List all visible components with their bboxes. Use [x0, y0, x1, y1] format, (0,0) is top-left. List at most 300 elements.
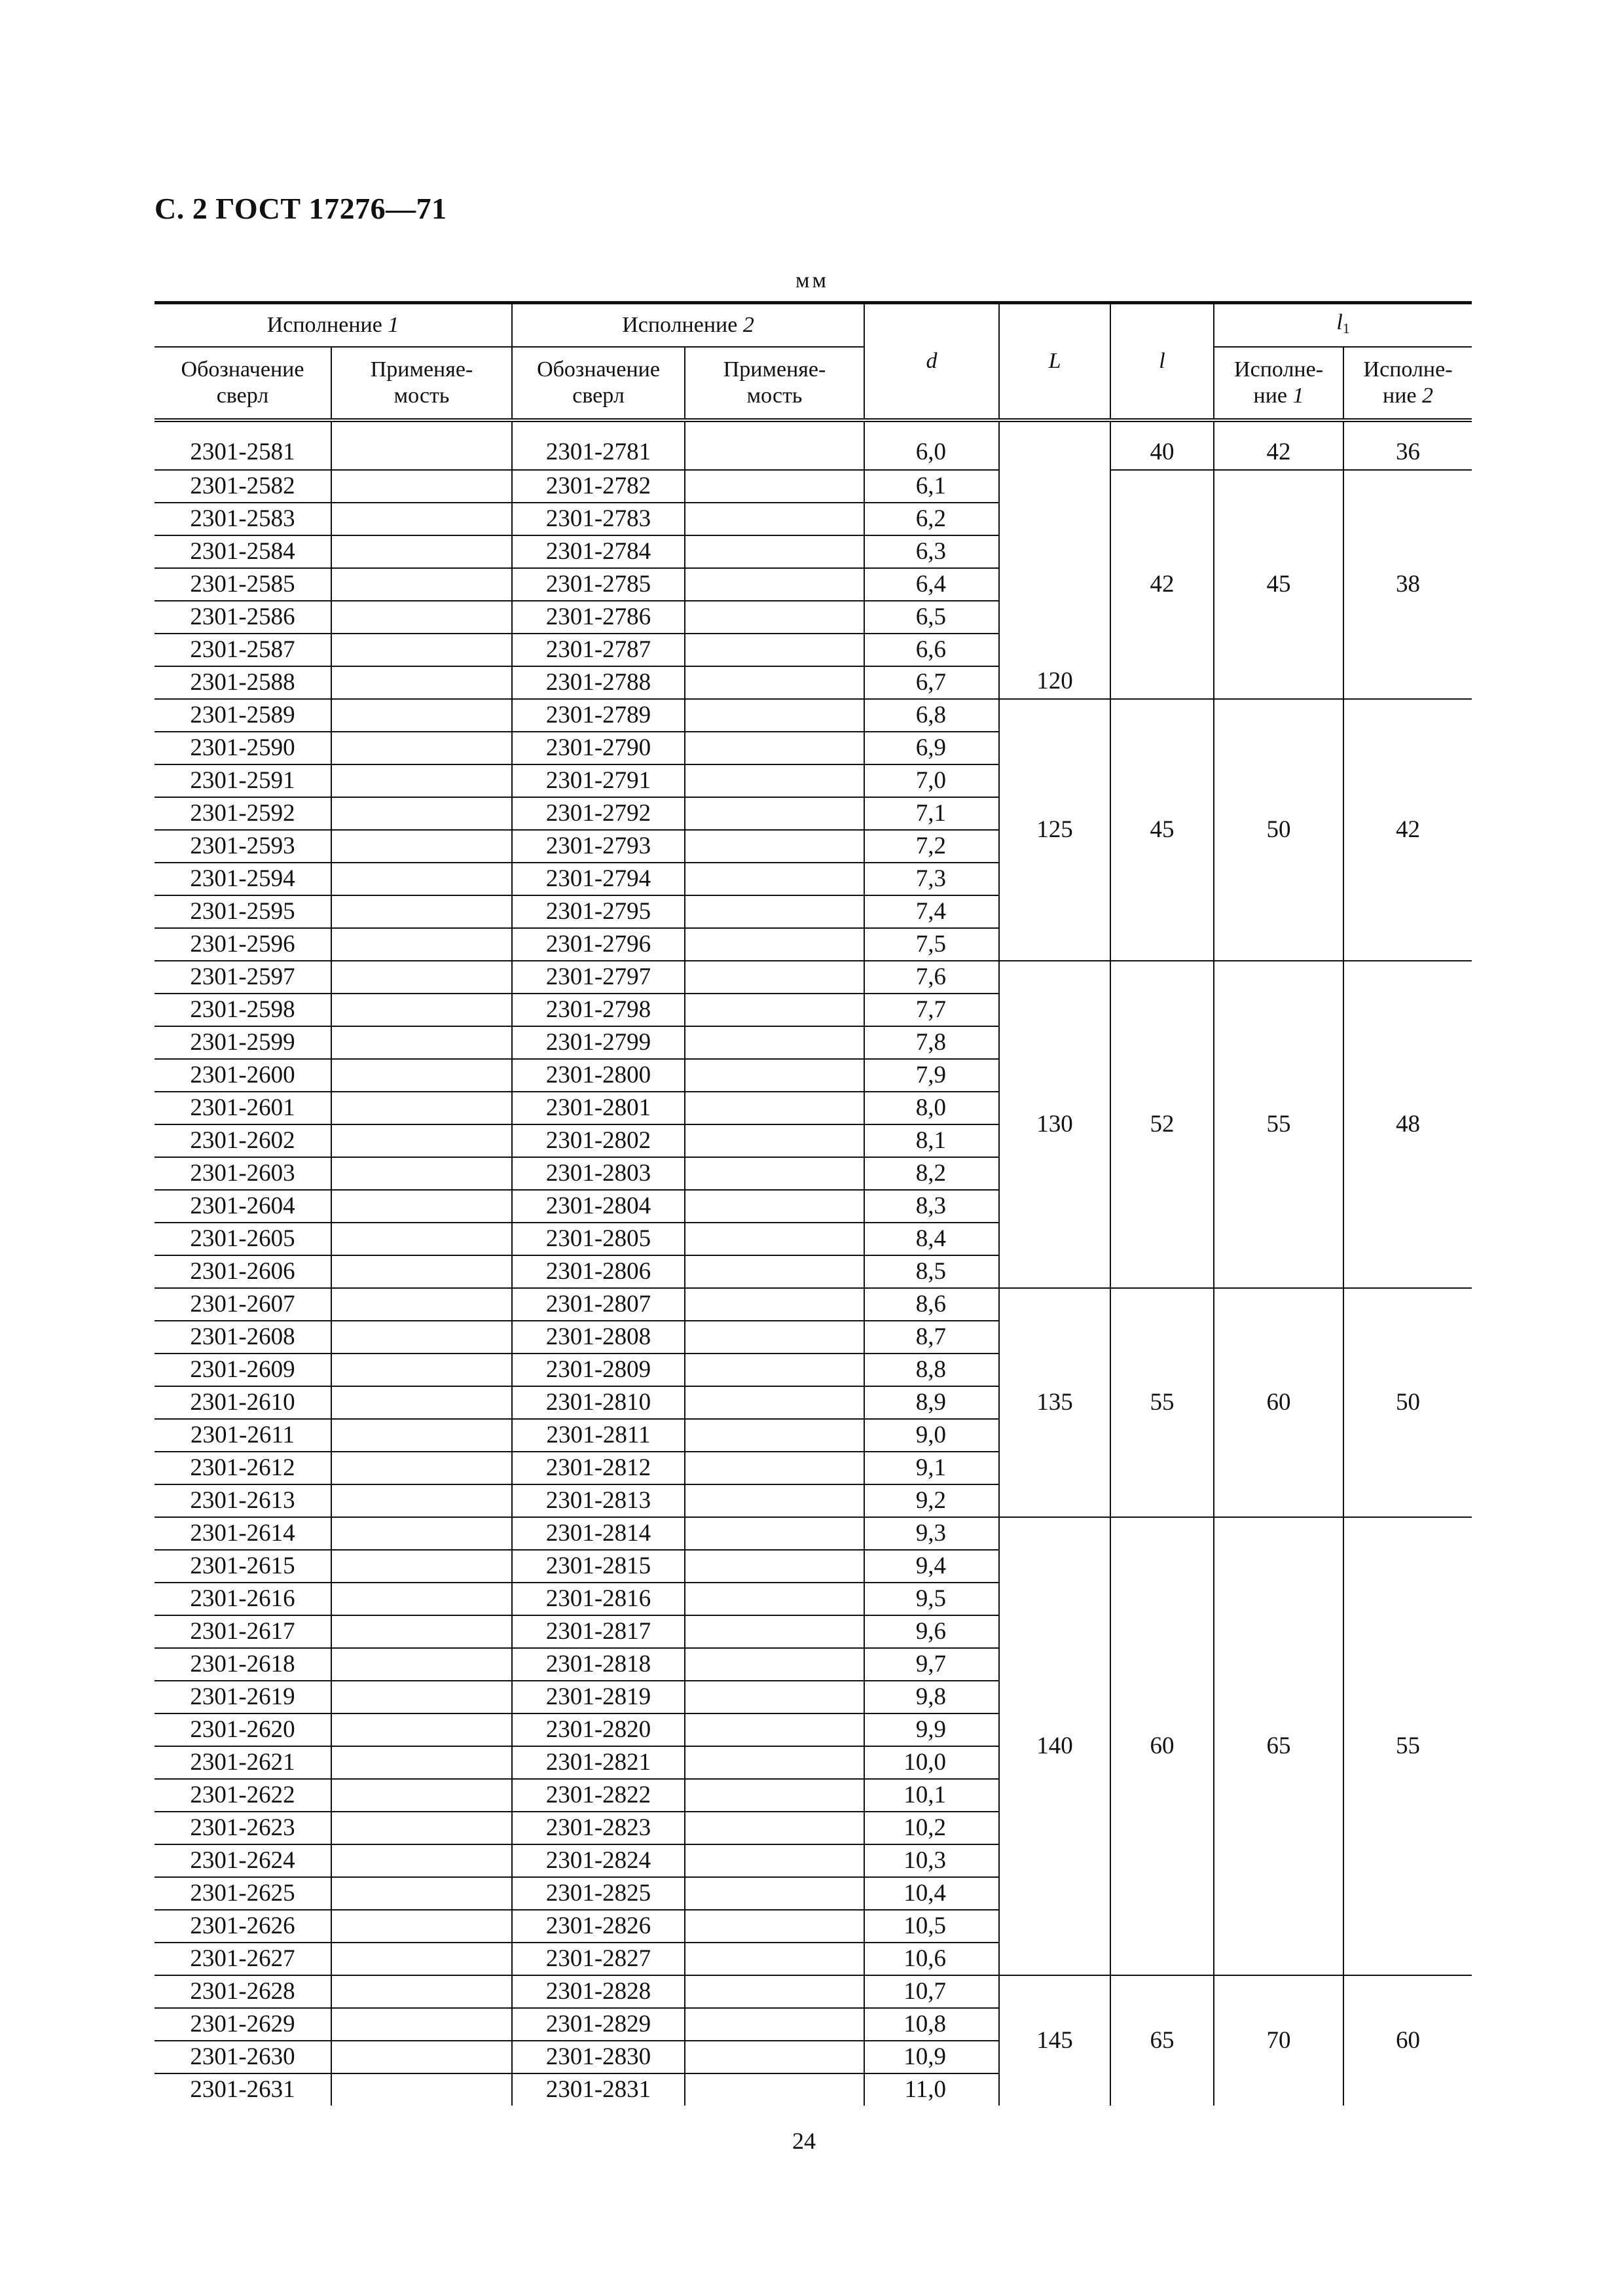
exec1-applicability-cell — [331, 420, 512, 470]
exec2-designation-cell: 2301-2784 — [512, 535, 685, 568]
l1-exec2-value-cell: 42 — [1343, 699, 1472, 961]
l1-exec2-value-cell: 50 — [1343, 1288, 1472, 1517]
l1-exec1-value-cell: 50 — [1214, 699, 1343, 961]
exec2-applicability-cell — [685, 634, 864, 666]
exec1-applicability-cell — [331, 1550, 512, 1583]
exec2-applicability-cell — [685, 1681, 864, 1713]
exec2-applicability-cell — [685, 1288, 864, 1321]
exec2-designation-cell: 2301-2828 — [512, 1975, 685, 2008]
exec2-designation-cell: 2301-2782 — [512, 470, 685, 503]
exec2-designation-cell: 2301-2824 — [512, 1844, 685, 1877]
d-value-cell: 11,0 — [864, 2073, 999, 2106]
exec1-applicability-cell — [331, 928, 512, 961]
exec1-applicability-cell — [331, 2041, 512, 2073]
exec1-designation-cell: 2301-2590 — [155, 732, 331, 764]
exec2-designation-header: Обозначение сверл — [512, 347, 685, 420]
exec2-designation-cell: 2301-2788 — [512, 666, 685, 699]
exec1-applicability-cell — [331, 895, 512, 928]
exec2-designation-cell: 2301-2781 — [512, 420, 685, 470]
L-value-cell: 125 — [999, 699, 1110, 961]
exec1-applicability-cell — [331, 1844, 512, 1877]
d-value-cell: 7,0 — [864, 764, 999, 797]
exec1-applicability-cell — [331, 1877, 512, 1910]
exec2-designation-cell: 2301-2806 — [512, 1255, 685, 1288]
exec1-applicability-cell — [331, 1746, 512, 1779]
d-value-cell: 8,4 — [864, 1223, 999, 1255]
exec1-applicability-cell — [331, 1517, 512, 1550]
exec2-applicability-cell — [685, 928, 864, 961]
exec1-designation-cell: 2301-2621 — [155, 1746, 331, 1779]
l1-exec1-value-cell: 60 — [1214, 1288, 1343, 1517]
exec1-designation-cell: 2301-2618 — [155, 1648, 331, 1681]
exec2-applicability-cell — [685, 1779, 864, 1812]
exec1-applicability-cell — [331, 503, 512, 535]
d-value-cell: 7,8 — [864, 1026, 999, 1059]
d-value-cell: 8,6 — [864, 1288, 999, 1321]
exec1-designation-cell: 2301-2583 — [155, 503, 331, 535]
d-value-cell: 8,8 — [864, 1354, 999, 1386]
exec2-designation-cell: 2301-2804 — [512, 1190, 685, 1223]
exec1-designation-cell: 2301-2630 — [155, 2041, 331, 2073]
l-value-cell: 42 — [1110, 470, 1214, 699]
l1-exec2-value-cell: 38 — [1343, 470, 1472, 699]
exec2-applicability-cell — [685, 1648, 864, 1681]
exec2-designation-cell: 2301-2820 — [512, 1713, 685, 1746]
exec1-designation-cell: 2301-2607 — [155, 1288, 331, 1321]
exec1-applicability-cell — [331, 994, 512, 1026]
d-value-cell: 10,3 — [864, 1844, 999, 1877]
exec1-applicability-cell — [331, 1713, 512, 1746]
d-value-cell: 10,8 — [864, 2008, 999, 2041]
table-row — [155, 699, 1472, 732]
exec1-designation-cell: 2301-2603 — [155, 1157, 331, 1190]
exec2-applicability-cell — [685, 732, 864, 764]
exec1-designation-cell: 2301-2581 — [155, 420, 331, 470]
d-value-cell: 6,4 — [864, 568, 999, 601]
exec2-applicability-cell — [685, 863, 864, 895]
d-value-cell: 9,2 — [864, 1484, 999, 1517]
exec1-designation-cell: 2301-2589 — [155, 699, 331, 732]
exec2-applicability-cell — [685, 601, 864, 634]
exec1-designation-cell: 2301-2609 — [155, 1354, 331, 1386]
exec1-applicability-cell — [331, 1288, 512, 1321]
exec2-designation-cell: 2301-2792 — [512, 797, 685, 830]
exec1-designation-cell: 2301-2605 — [155, 1223, 331, 1255]
exec1-applicability-cell — [331, 1223, 512, 1255]
exec2-designation-cell: 2301-2807 — [512, 1288, 685, 1321]
d-value-cell: 9,0 — [864, 1419, 999, 1452]
exec2-applicability-cell — [685, 420, 864, 470]
d-value-cell: 9,6 — [864, 1615, 999, 1648]
exec2-designation-cell: 2301-2801 — [512, 1092, 685, 1124]
exec1-applicability-cell — [331, 732, 512, 764]
exec2-designation-cell: 2301-2826 — [512, 1910, 685, 1943]
exec2-designation-cell: 2301-2812 — [512, 1452, 685, 1484]
exec2-designation-cell: 2301-2811 — [512, 1419, 685, 1452]
exec2-designation-cell: 2301-2827 — [512, 1943, 685, 1975]
l-column-header: l — [1110, 303, 1214, 421]
exec2-applicability-cell — [685, 1452, 864, 1484]
exec2-applicability-cell — [685, 2041, 864, 2073]
exec1-designation-cell: 2301-2613 — [155, 1484, 331, 1517]
exec2-designation-cell: 2301-2831 — [512, 2073, 685, 2106]
exec1-designation-cell: 2301-2582 — [155, 470, 331, 503]
exec2-applicability-cell — [685, 1910, 864, 1943]
exec2-applicability-header: Применяе- мость — [685, 347, 864, 420]
d-value-cell: 10,0 — [864, 1746, 999, 1779]
exec2-designation-cell: 2301-2823 — [512, 1812, 685, 1844]
exec1-designation-cell: 2301-2611 — [155, 1419, 331, 1452]
table-body — [155, 420, 1472, 2106]
exec1-applicability-cell — [331, 1943, 512, 1975]
table-row — [155, 420, 1472, 470]
exec1-designation-header: Обозначение сверл — [155, 347, 331, 420]
d-value-cell: 9,1 — [864, 1452, 999, 1484]
exec1-header: Исполнение 1 — [155, 303, 512, 348]
exec1-designation-cell: 2301-2588 — [155, 666, 331, 699]
L-value-cell: 135 — [999, 1288, 1110, 1517]
exec2-designation-cell: 2301-2816 — [512, 1583, 685, 1615]
exec1-applicability-cell — [331, 1092, 512, 1124]
d-value-cell: 6,9 — [864, 732, 999, 764]
l-value-cell: 55 — [1110, 1288, 1214, 1517]
exec2-applicability-cell — [685, 994, 864, 1026]
exec2-designation-cell: 2301-2814 — [512, 1517, 685, 1550]
exec2-designation-cell: 2301-2815 — [512, 1550, 685, 1583]
d-value-cell: 6,3 — [864, 535, 999, 568]
exec2-applicability-cell — [685, 1354, 864, 1386]
exec2-designation-cell: 2301-2797 — [512, 961, 685, 994]
d-value-cell: 9,9 — [864, 1713, 999, 1746]
exec2-applicability-cell — [685, 1059, 864, 1092]
d-value-cell: 6,6 — [864, 634, 999, 666]
exec1-designation-cell: 2301-2627 — [155, 1943, 331, 1975]
exec2-applicability-cell — [685, 895, 864, 928]
exec1-designation-cell: 2301-2594 — [155, 863, 331, 895]
exec2-applicability-cell — [685, 470, 864, 503]
exec1-applicability-cell — [331, 1190, 512, 1223]
exec2-applicability-cell — [685, 1092, 864, 1124]
d-value-cell: 7,7 — [864, 994, 999, 1026]
d-value-cell: 7,1 — [864, 797, 999, 830]
exec2-designation-cell: 2301-2783 — [512, 503, 685, 535]
exec2-designation-cell: 2301-2789 — [512, 699, 685, 732]
exec1-applicability-cell — [331, 1812, 512, 1844]
d-value-cell: 7,4 — [864, 895, 999, 928]
exec1-applicability-cell — [331, 961, 512, 994]
exec2-designation-cell: 2301-2809 — [512, 1354, 685, 1386]
d-value-cell: 8,2 — [864, 1157, 999, 1190]
exec1-designation-cell: 2301-2623 — [155, 1812, 331, 1844]
exec2-applicability-cell — [685, 1975, 864, 2008]
d-value-cell: 6,0 — [864, 420, 999, 470]
l-value-cell: 40 — [1110, 420, 1214, 470]
exec1-designation-cell: 2301-2593 — [155, 830, 331, 863]
exec2-designation-cell: 2301-2790 — [512, 732, 685, 764]
exec1-applicability-cell — [331, 470, 512, 503]
exec1-applicability-cell — [331, 601, 512, 634]
table-row — [155, 1288, 1472, 1321]
d-value-cell: 6,5 — [864, 601, 999, 634]
d-value-cell: 10,6 — [864, 1943, 999, 1975]
exec2-header: Исполнение 2 — [512, 303, 864, 348]
exec1-designation-cell: 2301-2592 — [155, 797, 331, 830]
exec1-applicability-cell — [331, 764, 512, 797]
exec2-applicability-cell — [685, 1877, 864, 1910]
exec2-applicability-cell — [685, 1255, 864, 1288]
l1-exec2-header: Исполне- ние 2 — [1343, 347, 1472, 420]
exec1-designation-cell: 2301-2620 — [155, 1713, 331, 1746]
exec1-designation-cell: 2301-2601 — [155, 1092, 331, 1124]
exec1-applicability-cell — [331, 1452, 512, 1484]
exec1-applicability-cell — [331, 1059, 512, 1092]
d-value-cell: 7,2 — [864, 830, 999, 863]
document-header: С. 2 ГОСТ 17276—71 — [155, 192, 447, 225]
exec2-applicability-cell — [685, 1615, 864, 1648]
exec2-applicability-cell — [685, 1026, 864, 1059]
l-value-cell: 60 — [1110, 1517, 1214, 1975]
l1-exec1-header: Исполне- ние 1 — [1214, 347, 1343, 420]
L-value-cell: 140 — [999, 1517, 1110, 1975]
d-value-cell: 9,7 — [864, 1648, 999, 1681]
d-value-cell: 10,1 — [864, 1779, 999, 1812]
exec1-applicability-cell — [331, 1386, 512, 1419]
exec1-designation-cell: 2301-2619 — [155, 1681, 331, 1713]
exec1-designation-cell: 2301-2615 — [155, 1550, 331, 1583]
d-value-cell: 6,1 — [864, 470, 999, 503]
d-value-cell: 6,7 — [864, 666, 999, 699]
exec1-designation-cell: 2301-2606 — [155, 1255, 331, 1288]
exec2-applicability-cell — [685, 830, 864, 863]
exec2-designation-cell: 2301-2825 — [512, 1877, 685, 1910]
exec1-designation-cell: 2301-2604 — [155, 1190, 331, 1223]
L-column-header: L — [999, 303, 1110, 421]
l-value-cell: 65 — [1110, 1975, 1214, 2106]
l1-exec1-value-cell: 55 — [1214, 961, 1343, 1288]
l-value-cell: 52 — [1110, 961, 1214, 1288]
l1-exec2-value-cell: 60 — [1343, 1975, 1472, 2106]
exec1-designation-cell: 2301-2586 — [155, 601, 331, 634]
exec2-applicability-cell — [685, 1583, 864, 1615]
d-value-cell: 6,2 — [864, 503, 999, 535]
exec1-applicability-header: Применяе- мость — [331, 347, 512, 420]
table-row — [155, 1975, 1472, 2008]
exec1-designation-cell: 2301-2612 — [155, 1452, 331, 1484]
exec1-applicability-cell — [331, 1124, 512, 1157]
exec2-designation-cell: 2301-2798 — [512, 994, 685, 1026]
exec1-applicability-cell — [331, 863, 512, 895]
exec1-applicability-cell — [331, 1419, 512, 1452]
exec2-applicability-cell — [685, 1943, 864, 1975]
exec1-designation-cell: 2301-2626 — [155, 1910, 331, 1943]
exec1-designation-cell: 2301-2608 — [155, 1321, 331, 1354]
exec1-designation-cell: 2301-2616 — [155, 1583, 331, 1615]
exec1-designation-cell: 2301-2631 — [190, 2076, 295, 2103]
exec2-applicability-cell — [685, 1844, 864, 1877]
exec2-designation-cell: 2301-2822 — [512, 1779, 685, 1812]
exec2-applicability-cell — [685, 699, 864, 732]
exec2-designation-cell: 2301-2818 — [512, 1648, 685, 1681]
l1-exec2-value-cell: 55 — [1343, 1517, 1472, 1975]
d-value-cell: 10,7 — [864, 1975, 999, 2008]
exec1-designation-cell: 2301-2591 — [155, 764, 331, 797]
exec2-applicability-cell — [685, 666, 864, 699]
l1-exec1-value-cell: 65 — [1214, 1517, 1343, 1975]
exec2-designation-cell: 2301-2786 — [512, 601, 685, 634]
exec2-designation-cell: 2301-2803 — [512, 1157, 685, 1190]
exec1-applicability-cell — [331, 797, 512, 830]
d-value-cell: 7,3 — [864, 863, 999, 895]
exec1-designation-cell: 2301-2610 — [155, 1386, 331, 1419]
exec2-applicability-cell — [685, 535, 864, 568]
d-value-cell: 8,0 — [864, 1092, 999, 1124]
d-value-cell: 9,5 — [864, 1583, 999, 1615]
exec1-designation-cell: 2301-2596 — [155, 928, 331, 961]
d-value-cell: 10,4 — [864, 1877, 999, 1910]
exec2-designation-cell: 2301-2787 — [512, 634, 685, 666]
exec2-designation-cell: 2301-2799 — [512, 1026, 685, 1059]
exec2-designation-cell: 2301-2817 — [512, 1615, 685, 1648]
exec2-applicability-cell — [685, 1517, 864, 1550]
exec1-designation-cell: 2301-2597 — [155, 961, 331, 994]
exec1-applicability-cell — [331, 634, 512, 666]
exec2-applicability-cell — [685, 2073, 864, 2106]
exec1-designation-cell: 2301-2622 — [155, 1779, 331, 1812]
exec2-designation-cell: 2301-2802 — [512, 1124, 685, 1157]
exec1-applicability-cell — [331, 1615, 512, 1648]
d-value-cell: 8,3 — [864, 1190, 999, 1223]
exec1-designation-cell: 2301-2602 — [155, 1124, 331, 1157]
exec1-designation-cell: 2301-2624 — [155, 1844, 331, 1877]
d-value-cell: 10,2 — [864, 1812, 999, 1844]
exec2-designation-cell: 2301-2800 — [512, 1059, 685, 1092]
exec2-applicability-cell — [685, 1190, 864, 1223]
exec2-applicability-cell — [685, 503, 864, 535]
exec1-applicability-cell — [331, 666, 512, 699]
exec1-designation-cell: 2301-2595 — [155, 895, 331, 928]
exec1-applicability-cell — [331, 1255, 512, 1288]
d-value-cell: 9,3 — [864, 1517, 999, 1550]
exec2-designation-cell: 2301-2813 — [512, 1484, 685, 1517]
table-row — [155, 1517, 1472, 1550]
exec2-designation-cell: 2301-2821 — [512, 1746, 685, 1779]
d-value-cell: 9,8 — [864, 1681, 999, 1713]
exec1-applicability-cell — [331, 1157, 512, 1190]
exec1-applicability-cell — [331, 1354, 512, 1386]
exec2-designation-cell: 2301-2819 — [512, 1681, 685, 1713]
exec1-designation-cell: 2301-2598 — [155, 994, 331, 1026]
exec1-designation-cell: 2301-2587 — [155, 634, 331, 666]
l1-exec1-value-cell: 45 — [1214, 470, 1343, 699]
exec2-designation-cell: 2301-2796 — [512, 928, 685, 961]
exec2-designation-cell: 2301-2793 — [512, 830, 685, 863]
exec1-applicability-cell — [331, 568, 512, 601]
exec1-applicability-cell — [331, 535, 512, 568]
exec1-applicability-cell — [331, 1975, 512, 2008]
d-value-cell: 7,6 — [864, 961, 999, 994]
exec2-applicability-cell — [685, 764, 864, 797]
exec1-designation-cell: 2301-2628 — [155, 1975, 331, 2008]
table-row — [155, 961, 1472, 994]
l1-exec1-value-cell: 70 — [1214, 1975, 1343, 2106]
d-value-cell: 6,8 — [864, 699, 999, 732]
d-value-cell: 9,4 — [864, 1550, 999, 1583]
L-value-cell: 120 — [999, 420, 1110, 699]
exec2-designation-cell: 2301-2808 — [512, 1321, 685, 1354]
exec1-applicability-cell — [331, 699, 512, 732]
exec2-applicability-cell — [685, 1484, 864, 1517]
exec1-designation-cell: 2301-2617 — [155, 1615, 331, 1648]
exec2-designation-cell: 2301-2829 — [512, 2008, 685, 2041]
exec2-applicability-cell — [685, 1124, 864, 1157]
exec1-designation-cell: 2301-2599 — [155, 1026, 331, 1059]
exec2-designation-cell: 2301-2830 — [512, 2041, 685, 2073]
d-value-cell: 8,7 — [864, 1321, 999, 1354]
exec2-applicability-cell — [685, 1157, 864, 1190]
exec1-applicability-cell — [331, 1026, 512, 1059]
exec1-applicability-cell — [331, 2008, 512, 2041]
exec2-designation-cell: 2301-2810 — [512, 1386, 685, 1419]
exec1-applicability-cell — [331, 1681, 512, 1713]
exec2-applicability-cell — [685, 1223, 864, 1255]
exec2-applicability-cell — [685, 568, 864, 601]
d-value-cell: 8,9 — [864, 1386, 999, 1419]
exec2-designation-cell: 2301-2795 — [512, 895, 685, 928]
l1-exec2-value-cell: 36 — [1343, 420, 1472, 470]
d-value-cell: 7,9 — [864, 1059, 999, 1092]
exec2-applicability-cell — [685, 1419, 864, 1452]
d-value-cell: 8,1 — [864, 1124, 999, 1157]
exec2-applicability-cell — [685, 1386, 864, 1419]
unit-label: мм — [795, 268, 830, 293]
L-value-cell: 130 — [999, 961, 1110, 1288]
exec2-designation-cell: 2301-2791 — [512, 764, 685, 797]
exec1-designation-cell: 2301-2625 — [155, 1877, 331, 1910]
exec2-designation-cell: 2301-2794 — [512, 863, 685, 895]
l1-column-header: $l_1$ — [1214, 303, 1472, 348]
exec1-applicability-cell — [331, 2073, 512, 2106]
exec2-applicability-cell — [685, 797, 864, 830]
L-value-cell: 145 — [999, 1975, 1110, 2106]
exec2-applicability-cell — [685, 1812, 864, 1844]
table-row — [155, 470, 1472, 503]
d-value-cell: 10,5 — [864, 1910, 999, 1943]
l-value-cell: 45 — [1110, 699, 1214, 961]
exec2-applicability-cell — [685, 1713, 864, 1746]
exec1-applicability-cell — [331, 1910, 512, 1943]
d-value-cell: 8,5 — [864, 1255, 999, 1288]
exec1-applicability-cell — [331, 1779, 512, 1812]
d-column-header: d — [864, 303, 999, 421]
exec1-applicability-cell — [331, 1648, 512, 1681]
l1-exec1-value-cell: 42 — [1214, 420, 1343, 470]
exec1-applicability-cell — [331, 1484, 512, 1517]
page-number: 24 — [792, 2128, 816, 2154]
exec2-designation-cell: 2301-2785 — [512, 568, 685, 601]
d-value-cell: 10,9 — [864, 2041, 999, 2073]
exec1-designation-cell: 2301-2600 — [155, 1059, 331, 1092]
exec2-applicability-cell — [685, 1550, 864, 1583]
l1-exec2-value-cell: 48 — [1343, 961, 1472, 1288]
exec1-applicability-cell — [331, 1321, 512, 1354]
exec2-applicability-cell — [685, 2008, 864, 2041]
exec2-designation-cell: 2301-2805 — [512, 1223, 685, 1255]
exec2-applicability-cell — [685, 1746, 864, 1779]
exec1-applicability-cell — [331, 1583, 512, 1615]
exec1-designation-cell: 2301-2585 — [155, 568, 331, 601]
exec2-applicability-cell — [685, 1321, 864, 1354]
exec1-designation-cell: 2301-2629 — [155, 2008, 331, 2041]
